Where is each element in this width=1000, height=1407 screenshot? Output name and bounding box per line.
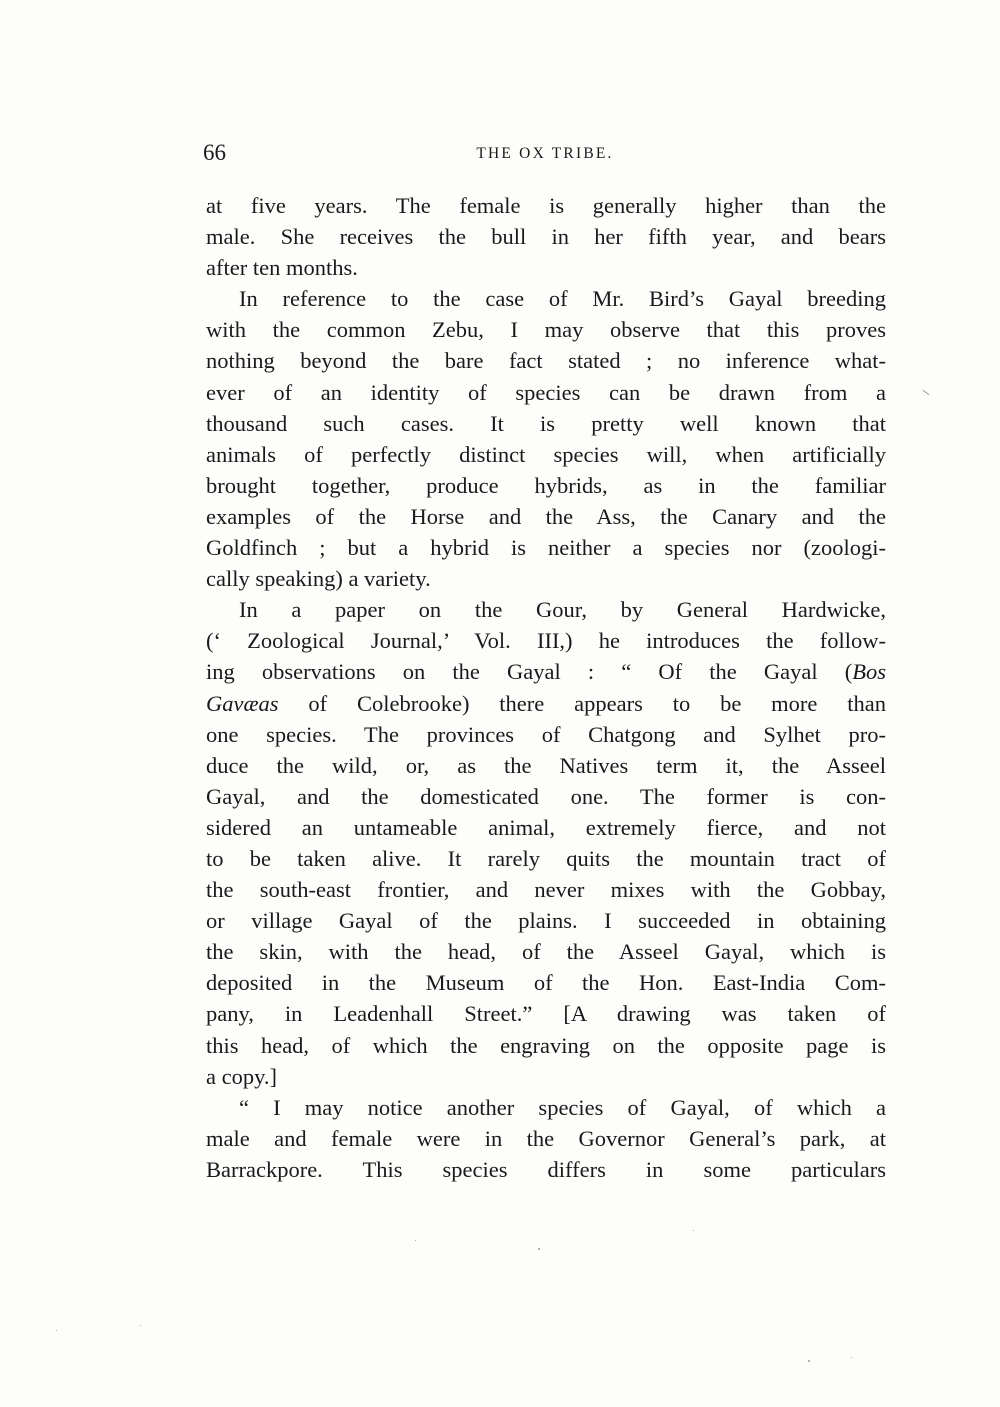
text-line: ever of an identity of species can be drawn from a [206,379,886,405]
text-line: duce the wild, or, as the Natives term it, the Asseel [206,752,886,778]
paper-speck [922,390,929,395]
text-line: sidered an untameable animal, extremely fierce, and not [206,814,886,840]
paper-speck [56,1330,57,1331]
text-line: Goldfinch ; but a hybrid is neither a species nor (zoologi- [206,535,886,561]
text-line: Gavæas of Colebrooke) there appears to be more than [206,690,886,716]
text-line: animals of perfectly distinct species will, when artificially [206,441,886,467]
running-title: THE OX TRIBE. [476,145,614,162]
body-text [206,190,886,1185]
paper-speck [851,1357,852,1358]
text-line: examples of the Horse and the Ass, the Canary and the [206,503,886,529]
text-line: male. She receives the bull in her fifth year, and bears [206,224,886,250]
italic-term: Bos [852,659,886,685]
text-line: at five years. The female is generally higher than the [206,193,886,218]
text-line: deposited in the Museum of the Hon. East-India Com- [206,970,886,996]
text-line: (‘ Zoological Journal,’ Vol. III,) he introduces the follow- [206,628,886,654]
text-line: Barrackpore. This species differs in some particulars [206,1156,886,1182]
page-number: 66 [203,140,226,165]
text-line: nothing beyond the bare fact stated ; no inference what- [206,348,886,374]
text-line: thousand such cases. It is pretty well known that [206,410,886,436]
text-line: the skin, with the head, of the Asseel Gayal, which is [206,939,886,965]
paper-speck [538,1248,540,1250]
text-line: ing observations on the Gayal : “ Of the Gayal (Bos [206,659,886,685]
text-line: In reference to the case of Mr. Bird’s Gayal breeding [239,286,886,312]
text-line: “ I may notice another species of Gayal, of which a [239,1094,886,1120]
text-line: brought together, produce hybrids, as in the familiar [206,472,886,498]
italic-term: Gavæas [206,690,279,716]
text-line: after ten months. [206,255,358,281]
text-line: to be taken alive. It rarely quits the mountain tract of [206,845,886,871]
text-line: male and female were in the Governor General’s park, at [206,1125,886,1151]
text-line: or village Gayal of the plains. I succeeded in obtaining [206,908,886,934]
text-line: a copy.] [206,1063,278,1089]
paper-speck [415,1240,416,1241]
text-line: cally speaking) a variety. [206,566,431,592]
page-header [203,140,887,170]
text-line: the south-east frontier, and never mixes with the Gobbay, [206,877,886,903]
paper-speck [808,1360,810,1362]
text-line: one species. The provinces of Chatgong and Sylhet pro- [206,721,886,747]
text-line: with the common Zebu, I may observe that this proves [206,317,886,343]
text-line: this head, of which the engraving on the opposite page is [206,1032,886,1058]
text-line: In a paper on the Gour, by General Hardwicke, [239,597,886,623]
paper-speck [693,1230,694,1231]
text-line: pany, in Leadenhall Street.” [A drawing was taken of [206,1001,886,1027]
text-line: Gayal, and the domesticated one. The former is con- [206,783,886,809]
paper-speck [140,1325,141,1326]
